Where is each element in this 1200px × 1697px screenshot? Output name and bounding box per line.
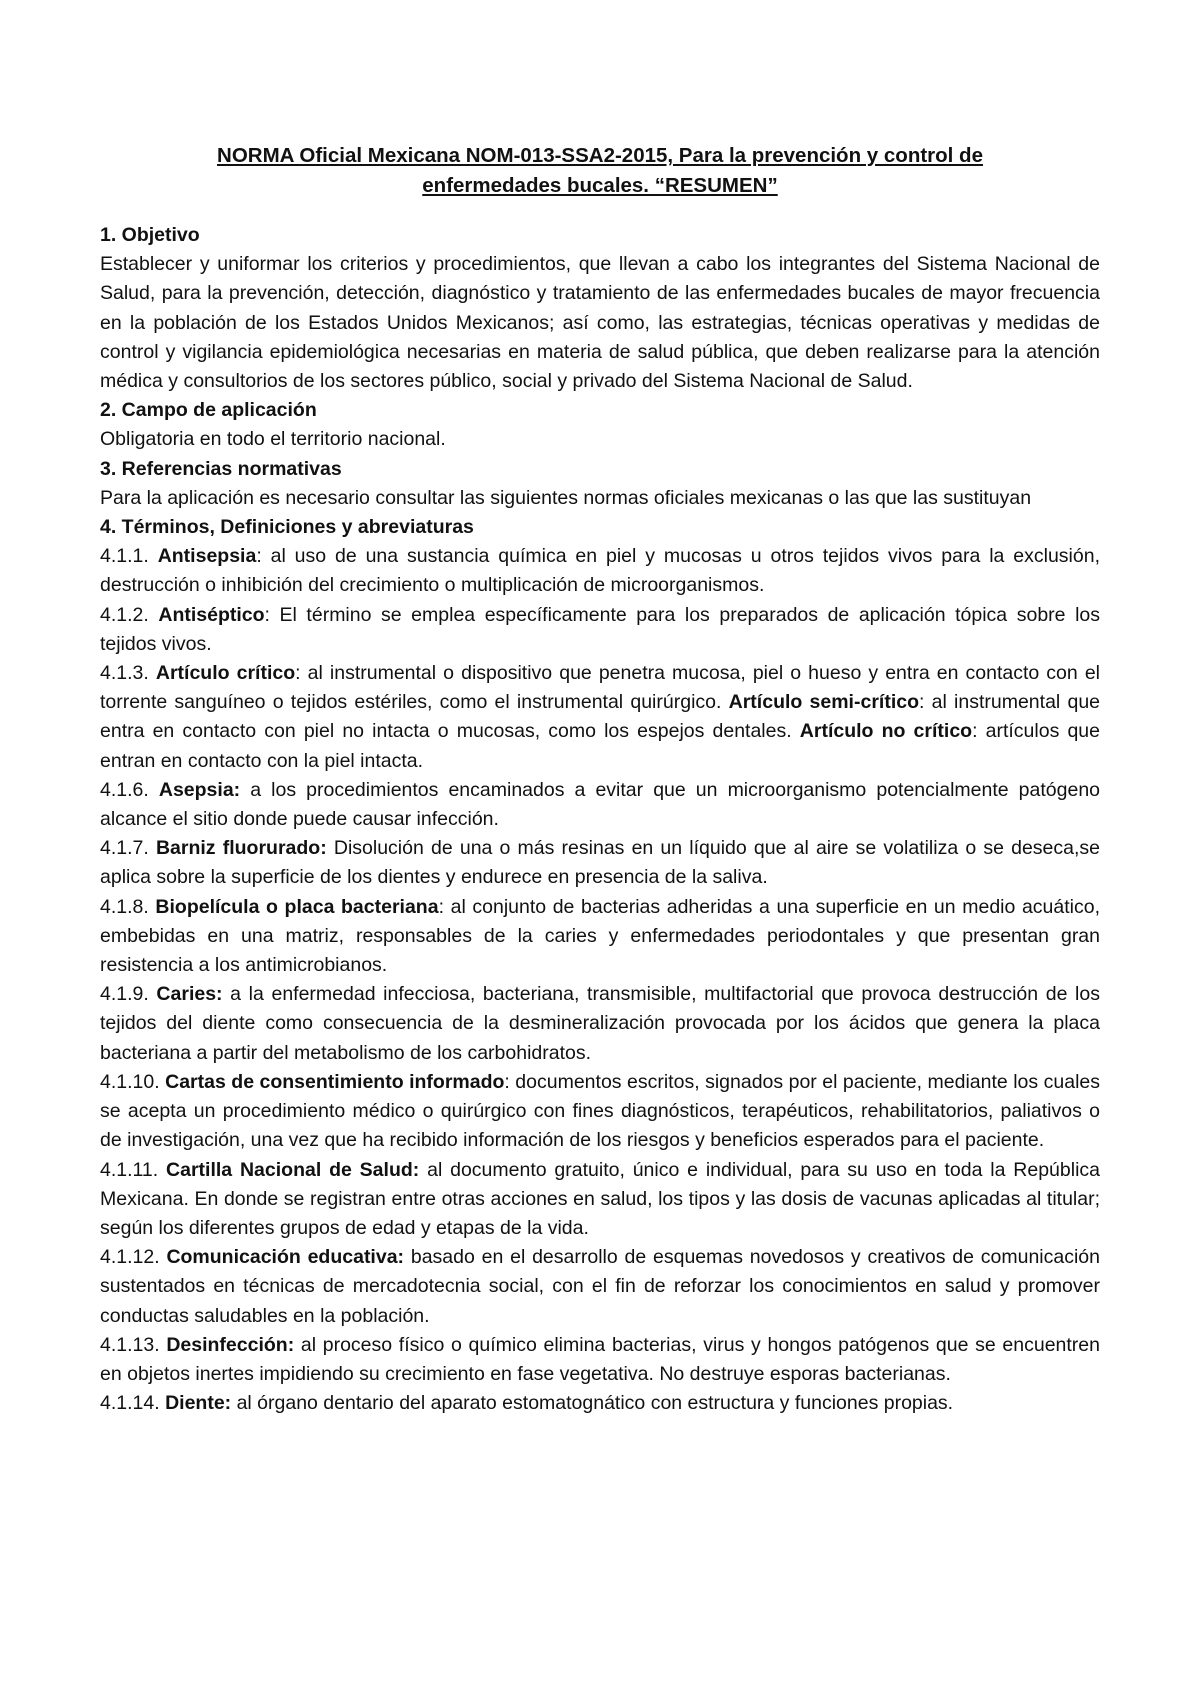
definition-term: Biopelícula o placa bacteriana (155, 895, 439, 918)
definition-term: Caries: (156, 983, 223, 1006)
definition-text: al proceso físico o químico elimina bacterias, virus y hongos patógenos que se encuentren en objetos inertes impidiendo su crecimiento en fase vegetativa. No destruye esporas bacterianas. (100, 1333, 1100, 1385)
section-heading-terminos: 4. Términos, Definiciones y abreviaturas (100, 516, 474, 539)
definition-term: Artículo crítico (155, 662, 296, 685)
definition-cartas-consentimiento (100, 1068, 1100, 1156)
definition-asepsia (100, 776, 1100, 834)
definition-comunicacion-educativa (100, 1243, 1100, 1331)
definition-term: Barniz fluorurado: (155, 837, 327, 860)
definition-number: 4.1.13. (100, 1333, 167, 1356)
definition-caries (100, 980, 1100, 1068)
definition-desinfeccion (100, 1331, 1100, 1389)
definition-text: : al uso de una sustancia química en piel y mucosas u otros tejidos vivos para la exclusión, destrucción o inhibición del crecimiento o multiplicación de microorganismos. (100, 545, 1100, 597)
definition-text-semi-critico: : al instrumental que entra en contacto con piel no intacta o mucosas, como los espejos dentales. (100, 691, 1101, 743)
section-heading-campo: 2. Campo de aplicación (100, 399, 317, 422)
definition-biopelicula (100, 893, 1100, 981)
definition-text: al órgano dentario del aparato estomatognático con estructura y funciones propias. (231, 1392, 954, 1415)
definition-term: Cartas de consentimiento informado (165, 1070, 505, 1093)
definition-barniz-fluorurado (100, 834, 1100, 892)
definition-text: Disolución de una o más resinas en un líquido que al aire se volatiliza o se deseca,se aplica sobre la superficie de los dientes y endurece en presencia de la saliva. (100, 837, 1100, 889)
definition-number: 4.1.10. (100, 1070, 166, 1093)
definition-antisepsia (100, 542, 1100, 600)
definition-term: Cartilla Nacional de Salud: (166, 1158, 420, 1181)
definition-text: a los procedimientos encaminados a evitar que un microorganismo potencialmente patógeno alcance el sitio donde puede causar infección. (100, 778, 1101, 831)
section-heading-referencias: 3. Referencias normativas (100, 457, 342, 480)
definition-term-semi-critico: Artículo semi-crítico (728, 691, 919, 714)
document-title (120, 141, 1080, 201)
definition-number: 4.1.9. (100, 983, 157, 1006)
section-body-referencias: Para la aplicación es necesario consultar las siguientes normas oficiales mexicanas o las que las sustituyan (100, 486, 1032, 509)
definition-diente (100, 1389, 1100, 1418)
definition-number: 4.1.11. (100, 1158, 167, 1181)
definition-text: : al instrumental o dispositivo que penetra mucosa, piel o hueso y entra en contacto con el torrente sanguíneo o tejidos estériles, como el instrumental quirúrgico. (100, 662, 1100, 714)
definition-term: Comunicación educativa: (166, 1246, 405, 1269)
definition-number: 4.1.8. (100, 895, 156, 918)
definition-number: 4.1.3. (100, 662, 156, 685)
definition-term: Antiséptico (158, 603, 265, 626)
definition-text: : El término se emplea específicamente para los preparados de aplicación tópica sobre los tejidos vivos. (100, 603, 1100, 655)
definition-term-no-critico: Artículo no crítico (799, 720, 973, 743)
definition-number: 4.1.6. (100, 778, 159, 801)
definition-number: 4.1.7. (100, 837, 156, 860)
definition-number: 4.1.2. (100, 603, 159, 626)
document-title-line-2: enfermedades bucales. “RESUMEN” (422, 174, 778, 197)
definition-number: 4.1.12. (100, 1246, 167, 1269)
definition-number: 4.1.14. (100, 1392, 166, 1415)
definition-term: Asepsia: (158, 778, 241, 801)
definition-term: Desinfección: (166, 1333, 295, 1356)
section-body-objetivo: Establecer y uniformar los criterios y procedimientos, que llevan a cabo los integrantes del Sistema Nacional de Salud, para la prevención, detección, diagnóstico y tratamiento de las enfermedades bucales de mayor frecuencia en la población de los Estados Unidos Mexicanos; así como, las estrategias, técnicas operativas y medidas de control y vigilancia epidemiológica necesarias en materia de salud pública, que deben realizarse para la atención médica y consultorios de los sectores público, social y privado del Sistema Nacional de Salud. (100, 253, 1100, 393)
section-body-campo: Obligatoria en todo el territorio nacional. (100, 428, 446, 451)
definition-cartilla-nacional (100, 1156, 1100, 1244)
definition-text: : documentos escritos, signados por el paciente, mediante los cuales se acepta un procedimiento médico o quirúrgico con fines diagnósticos, terapéuticos, rehabilitatorios, paliativos o de investigación, una vez que ha recibido información de los riesgos y beneficios esperados para el paciente. (100, 1070, 1100, 1152)
definition-term: Antisepsia (157, 545, 257, 568)
definition-text: basado en el desarrollo de esquemas novedosos y creativos de comunicación sustentados en técnicas de mercadotecnia social, con el fin de reforzar los conocimientos en salud y promover conductas saludables en la población. (100, 1246, 1100, 1327)
definition-antiseptico (100, 601, 1100, 659)
definition-text: al documento gratuito, único e individual, para su uso en toda la República Mexicana. En donde se registran entre otras acciones en salud, los tipos y las dosis de vacunas aplicadas al titular; según los diferentes grupos de edad y etapas de la vida. (100, 1158, 1101, 1239)
definition-number: 4.1.1. (100, 545, 158, 568)
section-heading-objetivo: 1. Objetivo (100, 224, 200, 246)
definition-text: : al conjunto de bacterias adheridas a una superficie en un medio acuático, embebidas en una matriz, responsables de la caries y enfermedades periodontales y que presentan gran resistencia a los antimicrobianos. (100, 895, 1100, 977)
definition-text: a la enfermedad infecciosa, bacteriana, transmisible, multifactorial que provoca destrucción de los tejidos del diente como consecuencia de la desmineralización provocada por los ácidos que genera la placa bacteriana a partir del metabolismo de los carbohidratos. (100, 983, 1100, 1064)
definition-text-no-critico: : artículos que entran en contacto con la piel intacta. (100, 720, 1100, 772)
document-title-line-1: NORMA Oficial Mexicana NOM-013-SSA2-2015, Para la prevención y control de (217, 144, 983, 167)
definition-term: Diente: (165, 1392, 232, 1415)
definition-articulo-critico (100, 659, 1100, 776)
